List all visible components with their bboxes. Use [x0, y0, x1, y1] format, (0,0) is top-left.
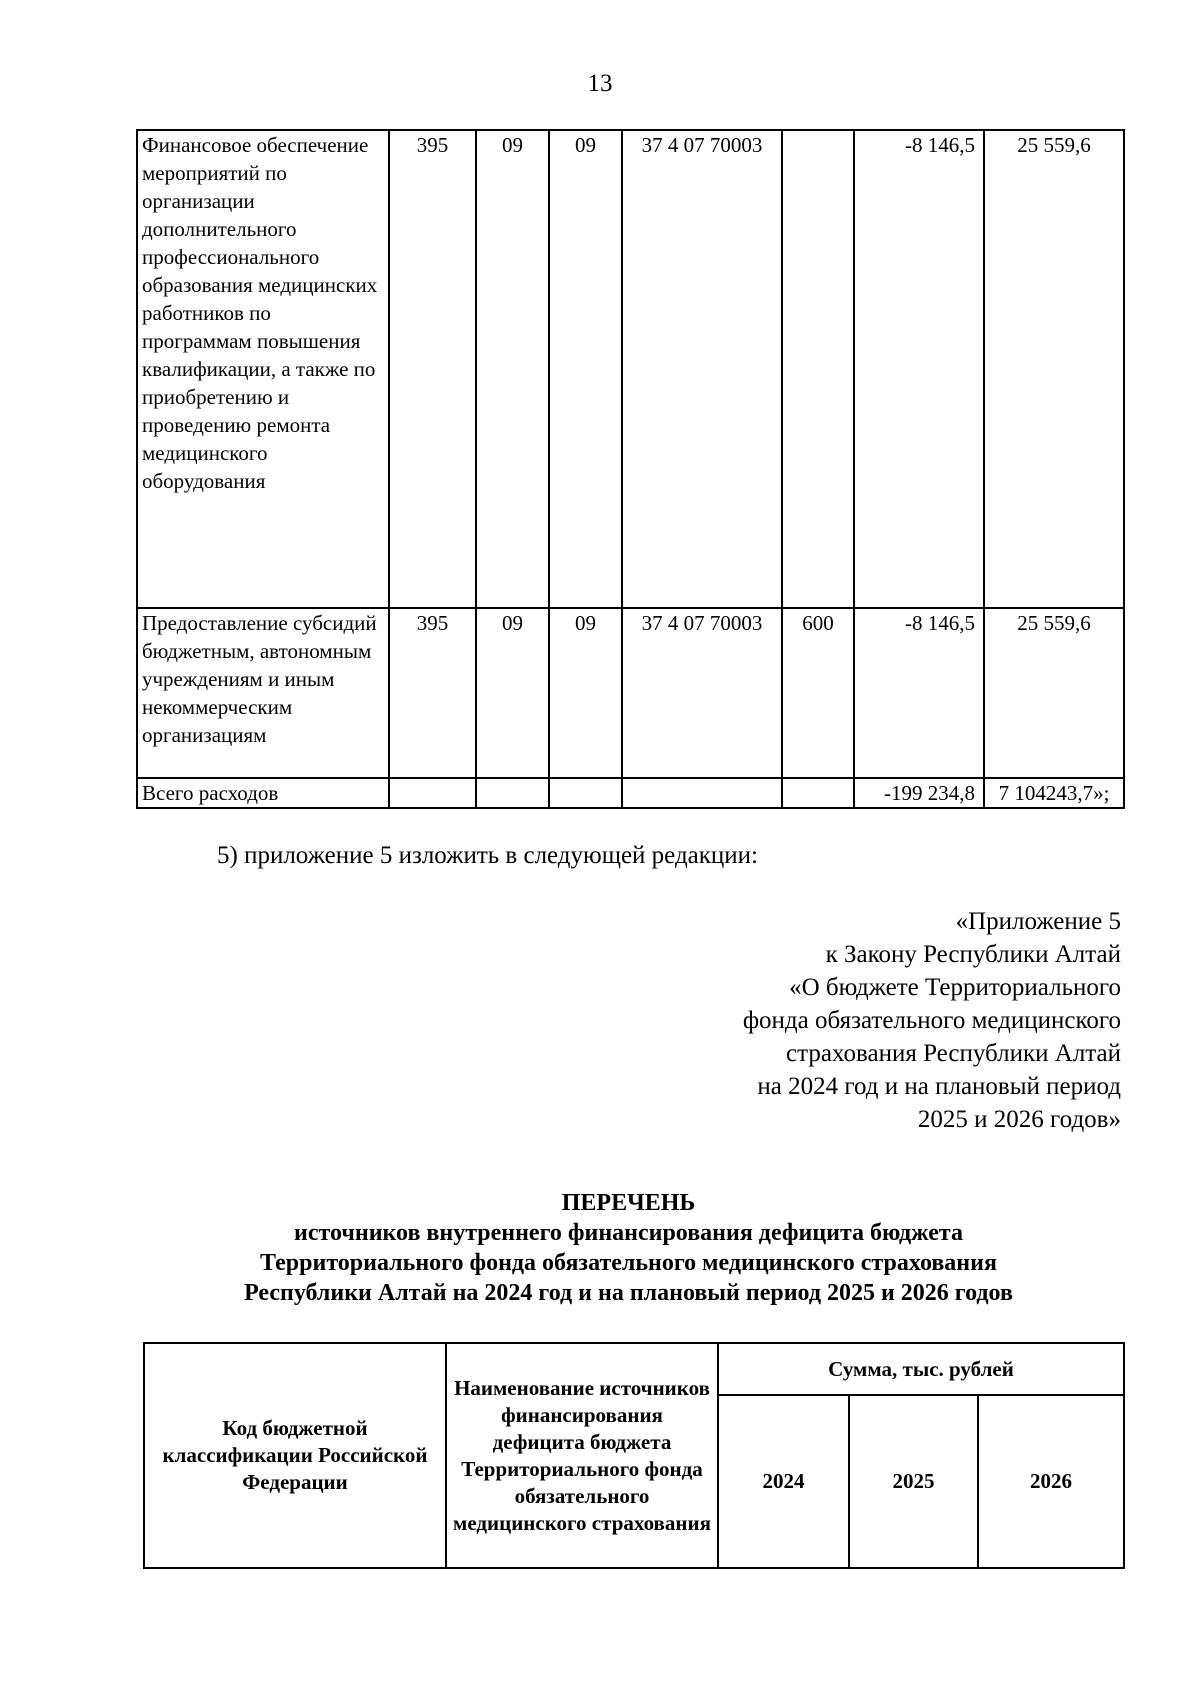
expense-type-code: 600 — [782, 608, 854, 778]
expenses-table — [136, 129, 1125, 809]
annex-line: 2025 и 2026 годов» — [917, 1106, 1121, 1133]
total-row — [137, 778, 1124, 808]
target-code: 37 4 07 70003 — [622, 608, 782, 778]
year-2024: 2024 — [718, 1395, 849, 1568]
annex-line: «Приложение 5 — [955, 908, 1121, 935]
heading-line: источников внутреннего финансирования дефицита бюджета — [294, 1220, 963, 1246]
year-2026: 2026 — [978, 1395, 1124, 1568]
annex-line: фонда обязательного медицинского — [742, 1007, 1121, 1034]
subsection-code: 09 — [549, 130, 622, 608]
header-sum: Сумма, тыс. рублей — [718, 1343, 1124, 1395]
section-code: 09 — [476, 130, 549, 608]
total-sum-2025: 7 104243,7»; — [984, 778, 1124, 808]
table-row — [137, 608, 1124, 778]
page-number: 13 — [587, 70, 613, 97]
subsection-code: 09 — [549, 608, 622, 778]
section-code: 09 — [476, 608, 549, 778]
sources-table — [143, 1342, 1125, 1569]
expense-type-code — [782, 130, 854, 608]
sum-2024: -8 146,5 — [854, 130, 984, 608]
sum-2025: 25 559,6 — [984, 608, 1124, 778]
amendment-item-5: 5) приложение 5 изложить в следующей редакции: — [217, 842, 758, 869]
annex-header — [600, 905, 1121, 1136]
header-code: Код бюджетной классификации Российской Федерации — [144, 1343, 446, 1568]
ministry-code: 395 — [389, 608, 476, 778]
row-name: Предоставление субсидий бюджетным, автономным учреждениям и иным некоммерческим организациям — [137, 608, 389, 778]
annex-line: на 2024 год и на плановый период — [757, 1073, 1121, 1100]
list-heading — [0, 1188, 1200, 1308]
heading-title: ПЕРЕЧЕНЬ — [561, 1190, 696, 1216]
sum-2024: -8 146,5 — [854, 608, 984, 778]
annex-line: страхования Республики Алтай — [786, 1040, 1121, 1067]
header-name: Наименование источников финансирования дефицита бюджета Территориального фонда обязательного медицинского страхования — [446, 1343, 718, 1568]
sum-2025: 25 559,6 — [984, 130, 1124, 608]
total-label: Всего расходов — [137, 778, 389, 808]
heading-line: Территориального фонда обязательного медицинского страхования — [260, 1250, 997, 1276]
table-row — [137, 130, 1124, 608]
sources-header-row — [144, 1343, 1124, 1395]
row-name: Финансовое обеспечение мероприятий по организации дополнительного профессионального образования медицинских работников по программам повышения квалификации, а также по приобретению и проведению ремонта медицинского оборудования — [137, 130, 389, 608]
heading-line: Республики Алтай на 2024 год и на плановый период 2025 и 2026 годов — [244, 1280, 1013, 1306]
annex-line: «О бюджете Территориального — [789, 974, 1121, 1001]
total-sum-2024: -199 234,8 — [854, 778, 984, 808]
ministry-code: 395 — [389, 130, 476, 608]
year-2025: 2025 — [849, 1395, 978, 1568]
annex-line: к Закону Республики Алтай — [825, 941, 1121, 968]
target-code: 37 4 07 70003 — [622, 130, 782, 608]
